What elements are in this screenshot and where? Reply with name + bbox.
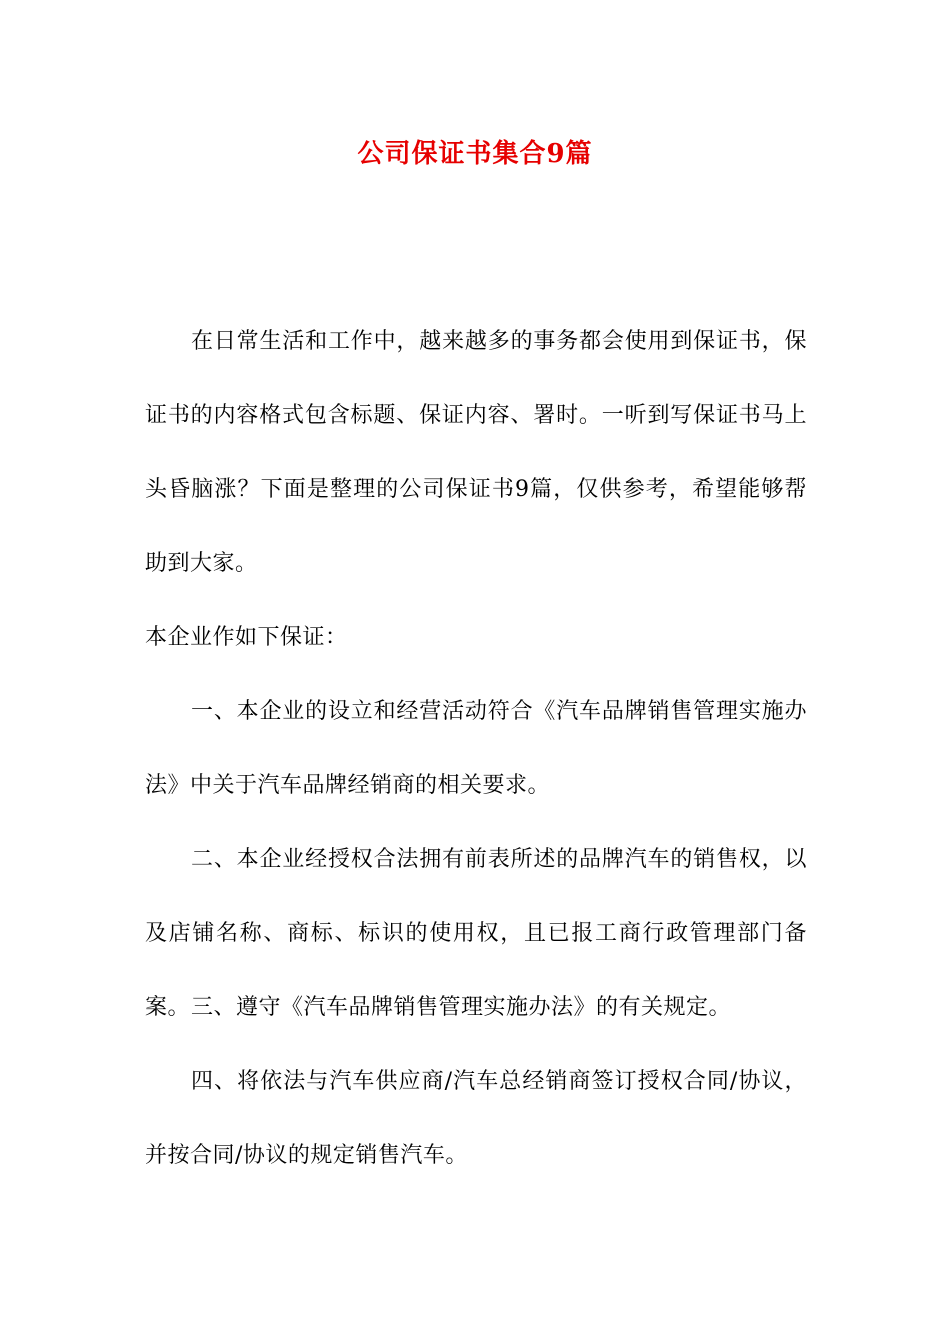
document-title: 公司保证书集合9篇 — [357, 139, 593, 169]
guarantee-item-3: 三、遵守《汽车品牌销售管理实施办法》的有关规定。 — [191, 995, 732, 1020]
guarantee-item-2: 二、本企业经授权合法拥有前表所述的品牌汽车的销售权，以及店铺名称、商标、标识的使用权，且已报工商行政管理部门备案。 — [145, 847, 807, 1020]
guarantee-item-1: 一、本企业的设立和经营活动符合《汽车品牌销售管理实施办法》中关于汽车品牌经销商的相关要求。 — [145, 699, 807, 798]
lead-paragraph: 本企业作如下保证： — [145, 625, 348, 650]
guarantee-item-4: 四、将依法与汽车供应商/汽车总经销商签订授权合同/协议，并按合同/协议的规定销售汽车。 — [145, 1069, 807, 1168]
intro-paragraph: 在日常生活和工作中，越来越多的事务都会使用到保证书，保证书的内容格式包含标题、保证内容、署时。一听到写保证书马上头昏脑涨？下面是整理的公司保证书9篇，仅供参考，希望能够帮助到大家。 — [145, 329, 807, 576]
